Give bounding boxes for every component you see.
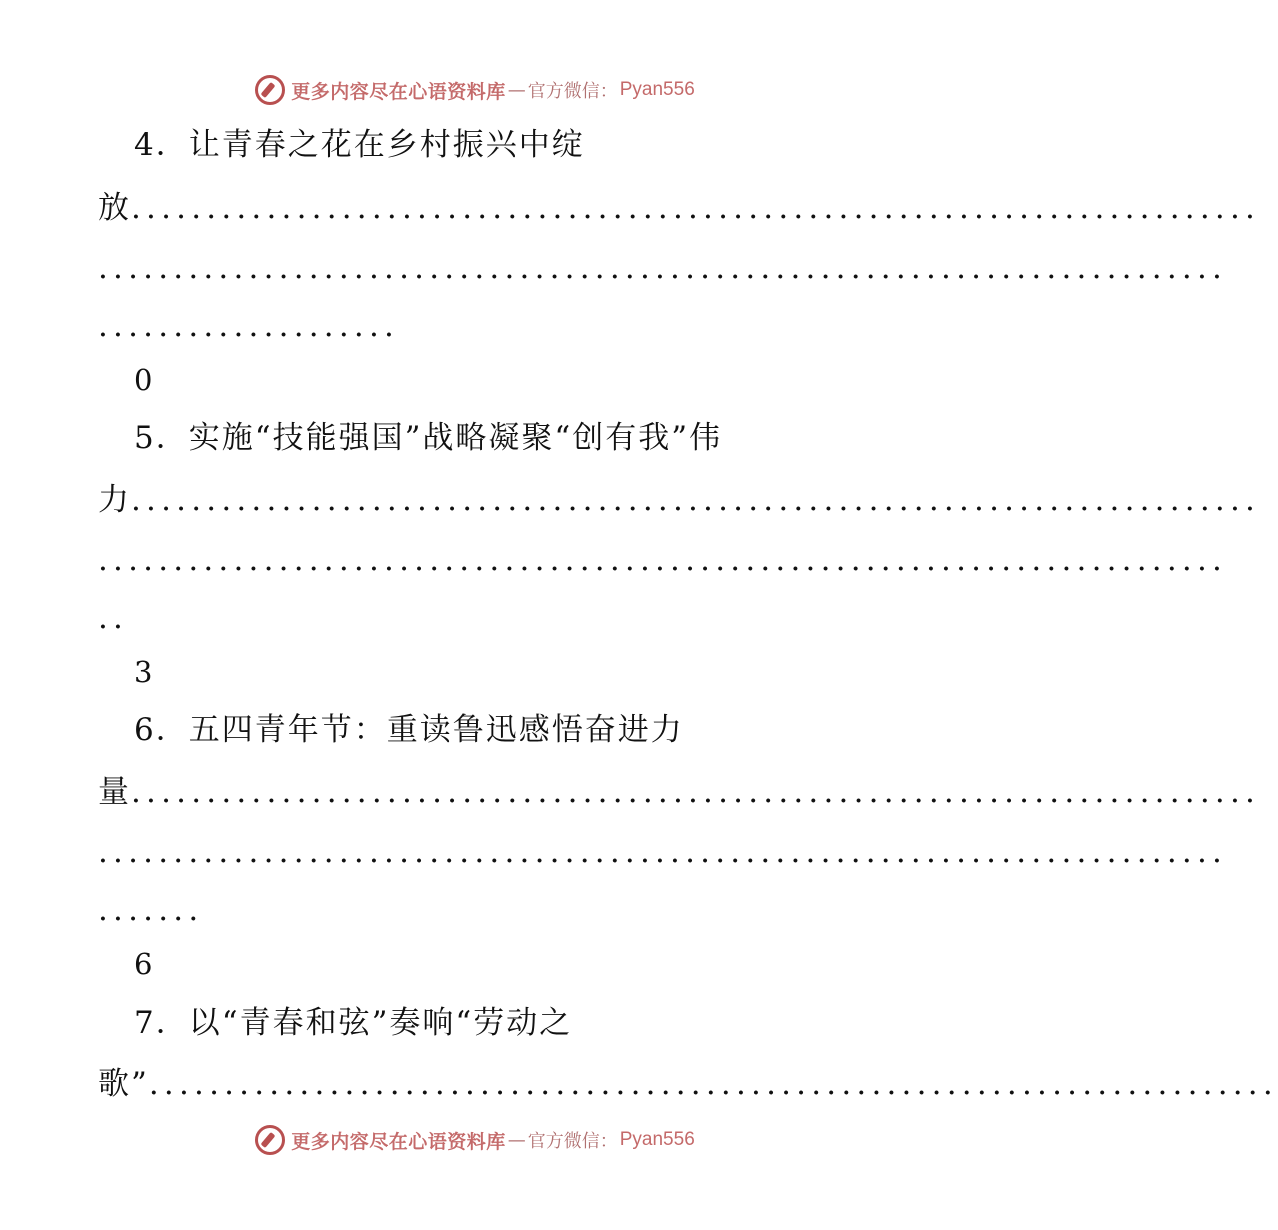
banner-official-label: 官方微信： [527,81,618,102]
pen-logo-icon [255,75,285,105]
leader-dots: ........................................................................... [131,774,1261,810]
footer-banner [0,1120,950,1160]
banner-text: 更多内容尽在心语资料库 [291,80,506,103]
leader-dots: .. [98,600,129,636]
toc-entry-leader [98,772,1261,812]
leader-dots: ........................................................................... [98,834,1228,870]
toc-entry-leader [98,540,1228,580]
toc-entry-title: 7．以“青春和弦”奏响“劳动之 [134,1005,573,1041]
header-banner [0,70,950,110]
toc-entry-leader [98,1064,1278,1104]
toc-entry-leader [98,832,1228,872]
toc-entry-leader [98,248,1228,288]
toc-entry-leader [98,480,1261,520]
banner-official-label: 官方微信： [527,1131,618,1152]
toc-entry-title: 4．让青春之花在乡村振兴中绽 [134,127,585,163]
banner-separator: — [507,1129,526,1151]
leader-dots: ........................................................................... [131,482,1261,518]
toc-entry-title-continued: 力 [98,482,131,518]
toc-entry-leader [98,890,840,930]
toc-page-number: 0 [134,363,153,397]
toc-entry-title-continued: 歌” [98,1066,149,1102]
banner-text: 更多内容尽在心语资料库 [291,1130,506,1153]
leader-dots: ....... [98,892,204,928]
leader-dots: .................... [98,308,400,344]
leader-dots: ........................................................................... [131,190,1261,226]
toc-entry-leader [98,188,1261,228]
toc-entry-leader [98,306,840,346]
leader-dots: ........................................................................... [98,250,1228,286]
toc-entry-title: 6．五四青年节：重读鲁迅感悟奋进力 [134,712,684,748]
toc-entry-title-continued: 量 [98,774,131,810]
banner-wechat-id: Pyan556 [619,1129,695,1150]
leader-dots: ........................................................................... [98,542,1228,578]
toc-page-number: 6 [134,947,153,981]
pen-logo-icon [255,1125,285,1155]
leader-dots: ........................................................................... [148,1066,1278,1102]
banner-separator: — [507,79,526,101]
banner-wechat-id: Pyan556 [619,79,695,100]
toc-page-number: 3 [134,655,153,689]
toc-entry-leader [98,598,840,638]
toc-entry-title-continued: 放 [98,190,131,226]
toc-entry-title: 5．实施“技能强国”战略凝聚“创有我”伟 [134,420,723,456]
